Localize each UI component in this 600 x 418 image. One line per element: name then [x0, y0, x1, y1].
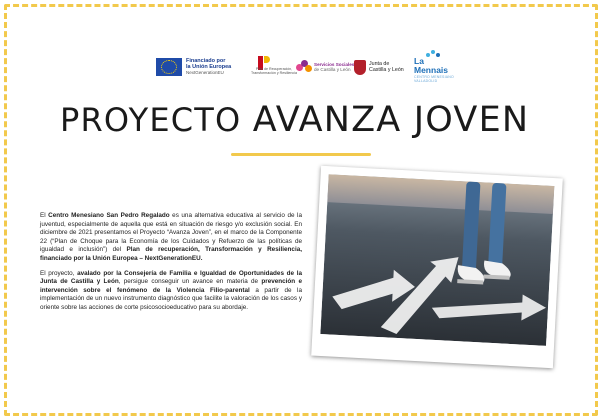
title-part1: PROYECTO — [60, 101, 242, 139]
body-text — [40, 212, 302, 319]
lamennais-dots-icon — [426, 50, 442, 58]
prtr-logo — [251, 48, 298, 78]
eu-logo-line1: Financiado por — [186, 57, 226, 64]
prtr-logo-line2: Transformación y Resiliencia — [251, 71, 298, 75]
lamennais-name: La Mennais — [414, 56, 449, 75]
lamennais-sub: CENTRO MENESIANO VALLADOLID — [414, 75, 454, 83]
junta-logo — [354, 52, 404, 82]
eu-logo-line2: la Unión Europea — [186, 63, 232, 70]
servicios-sociales-line2: de Castilla y León — [314, 67, 351, 72]
road-arrows-photo — [320, 174, 554, 346]
eu-logo-line3: NextGenerationEU — [186, 70, 224, 76]
lamennais-logo — [414, 52, 456, 82]
eu-logo — [156, 52, 231, 82]
junta-shield-icon — [354, 60, 366, 75]
paragraph-1: El Centro Menesiano San Pedro Regalado es una alternativa educativa al servicio de la juventud, especialmente de aquella que está en situación de riesgo y/o exclusión social. En diciembre de 2021 presentamos el Proyecto “Avanza Joven”, en el marco de la Componente 22 (“Plan de Choque para la Economía de los Cuidados y Refuerzo de las políticas de igualdad e inclusión”) del Plan de recuperación, Transformación y Resiliencia, financiado por la Unión Europea – NextGenerationEU. — [40, 212, 302, 262]
paragraph-2: El proyecto, avalado por la Consejería de Familia e Igualdad de Oportunidades de la Junta de Castilla y León, persigue conseguir un avance en materia de prevención e intervención sobre el fenómeno de la Violencia Filio-parental a partir de la implementación de un nuevo instrumento diagnóstico que facilite la valoración de los casos y oriente sobre las acciones de corte psicosocioeducativo para su abordaje. — [40, 269, 302, 311]
logo-strip — [156, 52, 456, 82]
prtr-logo-line1: Plan de Recuperación, — [255, 67, 293, 71]
title-part2: AVANZA JOVEN — [252, 100, 530, 140]
eu-flag-icon — [156, 58, 182, 76]
servicios-sociales-icon — [296, 60, 312, 74]
photo-polaroid — [311, 166, 563, 368]
servicios-sociales-line1: Servicios Sociales — [314, 62, 355, 67]
junta-line2: Castilla y León — [369, 67, 404, 73]
junta-line1: Junta de — [369, 61, 390, 67]
page-title — [60, 100, 550, 146]
servicios-sociales-logo — [296, 52, 354, 82]
title-underline — [231, 153, 371, 156]
